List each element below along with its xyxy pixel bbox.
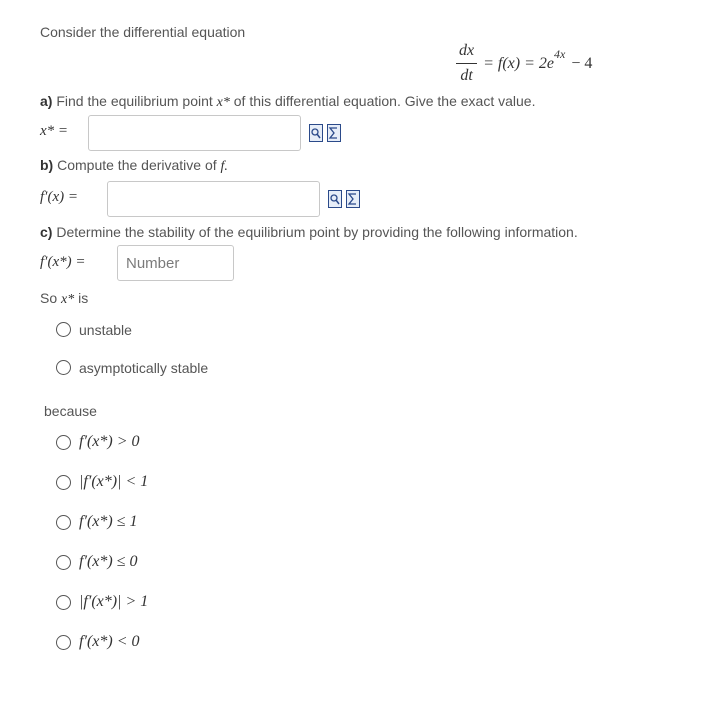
because-option-2: |f′(x*)| < 1 (79, 473, 149, 490)
part-b-symbol: f. (220, 159, 228, 174)
because-option-3: f′(x*) ≤ 1 (79, 513, 138, 530)
radio-because-3[interactable] (56, 515, 71, 530)
preview-icon[interactable] (328, 190, 342, 208)
option-unstable-label: unstable (79, 322, 132, 338)
radio-because-6[interactable] (56, 635, 71, 650)
so-line (40, 290, 88, 308)
derivative-input[interactable] (107, 181, 320, 217)
part-c-tag: c) (40, 224, 53, 240)
radio-because-1[interactable] (56, 435, 71, 450)
equation-editor-icon[interactable] (327, 124, 341, 142)
equation-exponent: 4x (554, 47, 566, 61)
derivative-value-input[interactable] (117, 245, 234, 281)
part-a-symbol: x* (216, 95, 230, 110)
part-b-tag: b) (40, 157, 54, 173)
fraction-numerator: dx (459, 42, 475, 59)
part-a-text-after: of this differential equation. Give the exact value. (233, 93, 536, 109)
so-symbol: x* (61, 292, 75, 307)
intro-text: Consider the differential equation (40, 24, 246, 40)
part-b-prompt (40, 157, 228, 175)
because-option-4: f′(x*) ≤ 0 (79, 553, 138, 570)
because-option-5: |f′(x*)| > 1 (79, 593, 149, 610)
radio-because-2[interactable] (56, 475, 71, 490)
part-c-input-label: f′(x*) = (40, 254, 86, 270)
option-asymptotically-stable-label: asymptotically stable (79, 360, 209, 376)
radio-asymptotically-stable[interactable] (56, 360, 71, 375)
preview-icon[interactable] (309, 124, 323, 142)
radio-because-5[interactable] (56, 595, 71, 610)
part-a-text: Find the equilibrium point (56, 93, 213, 109)
because-option-1: f′(x*) > 0 (79, 433, 140, 450)
equation-editor-icon[interactable] (346, 190, 360, 208)
equation-rhs: = f(x) = 2e (483, 54, 555, 72)
part-c-text: Determine the stability of the equilibrium point by providing the following information. (56, 224, 578, 240)
part-c-prompt (40, 224, 578, 240)
part-b-text: Compute the derivative of (57, 157, 217, 173)
derivative-fraction (456, 42, 477, 85)
part-a-prompt (40, 93, 535, 111)
because-label: because (44, 403, 97, 419)
part-b-input-label: f′(x) = (40, 189, 78, 205)
differential-equation (456, 42, 592, 85)
part-a-tag: a) (40, 93, 53, 109)
so-after: is (78, 290, 89, 306)
so-text: So (40, 290, 58, 306)
equation-tail: − 4 (571, 54, 593, 72)
radio-because-4[interactable] (56, 555, 71, 570)
part-a-input-label: x* = (40, 123, 69, 139)
equilibrium-point-input[interactable] (88, 115, 301, 151)
fraction-denominator: dt (460, 67, 473, 84)
radio-unstable[interactable] (56, 322, 71, 337)
because-option-6: f′(x*) < 0 (79, 633, 140, 650)
